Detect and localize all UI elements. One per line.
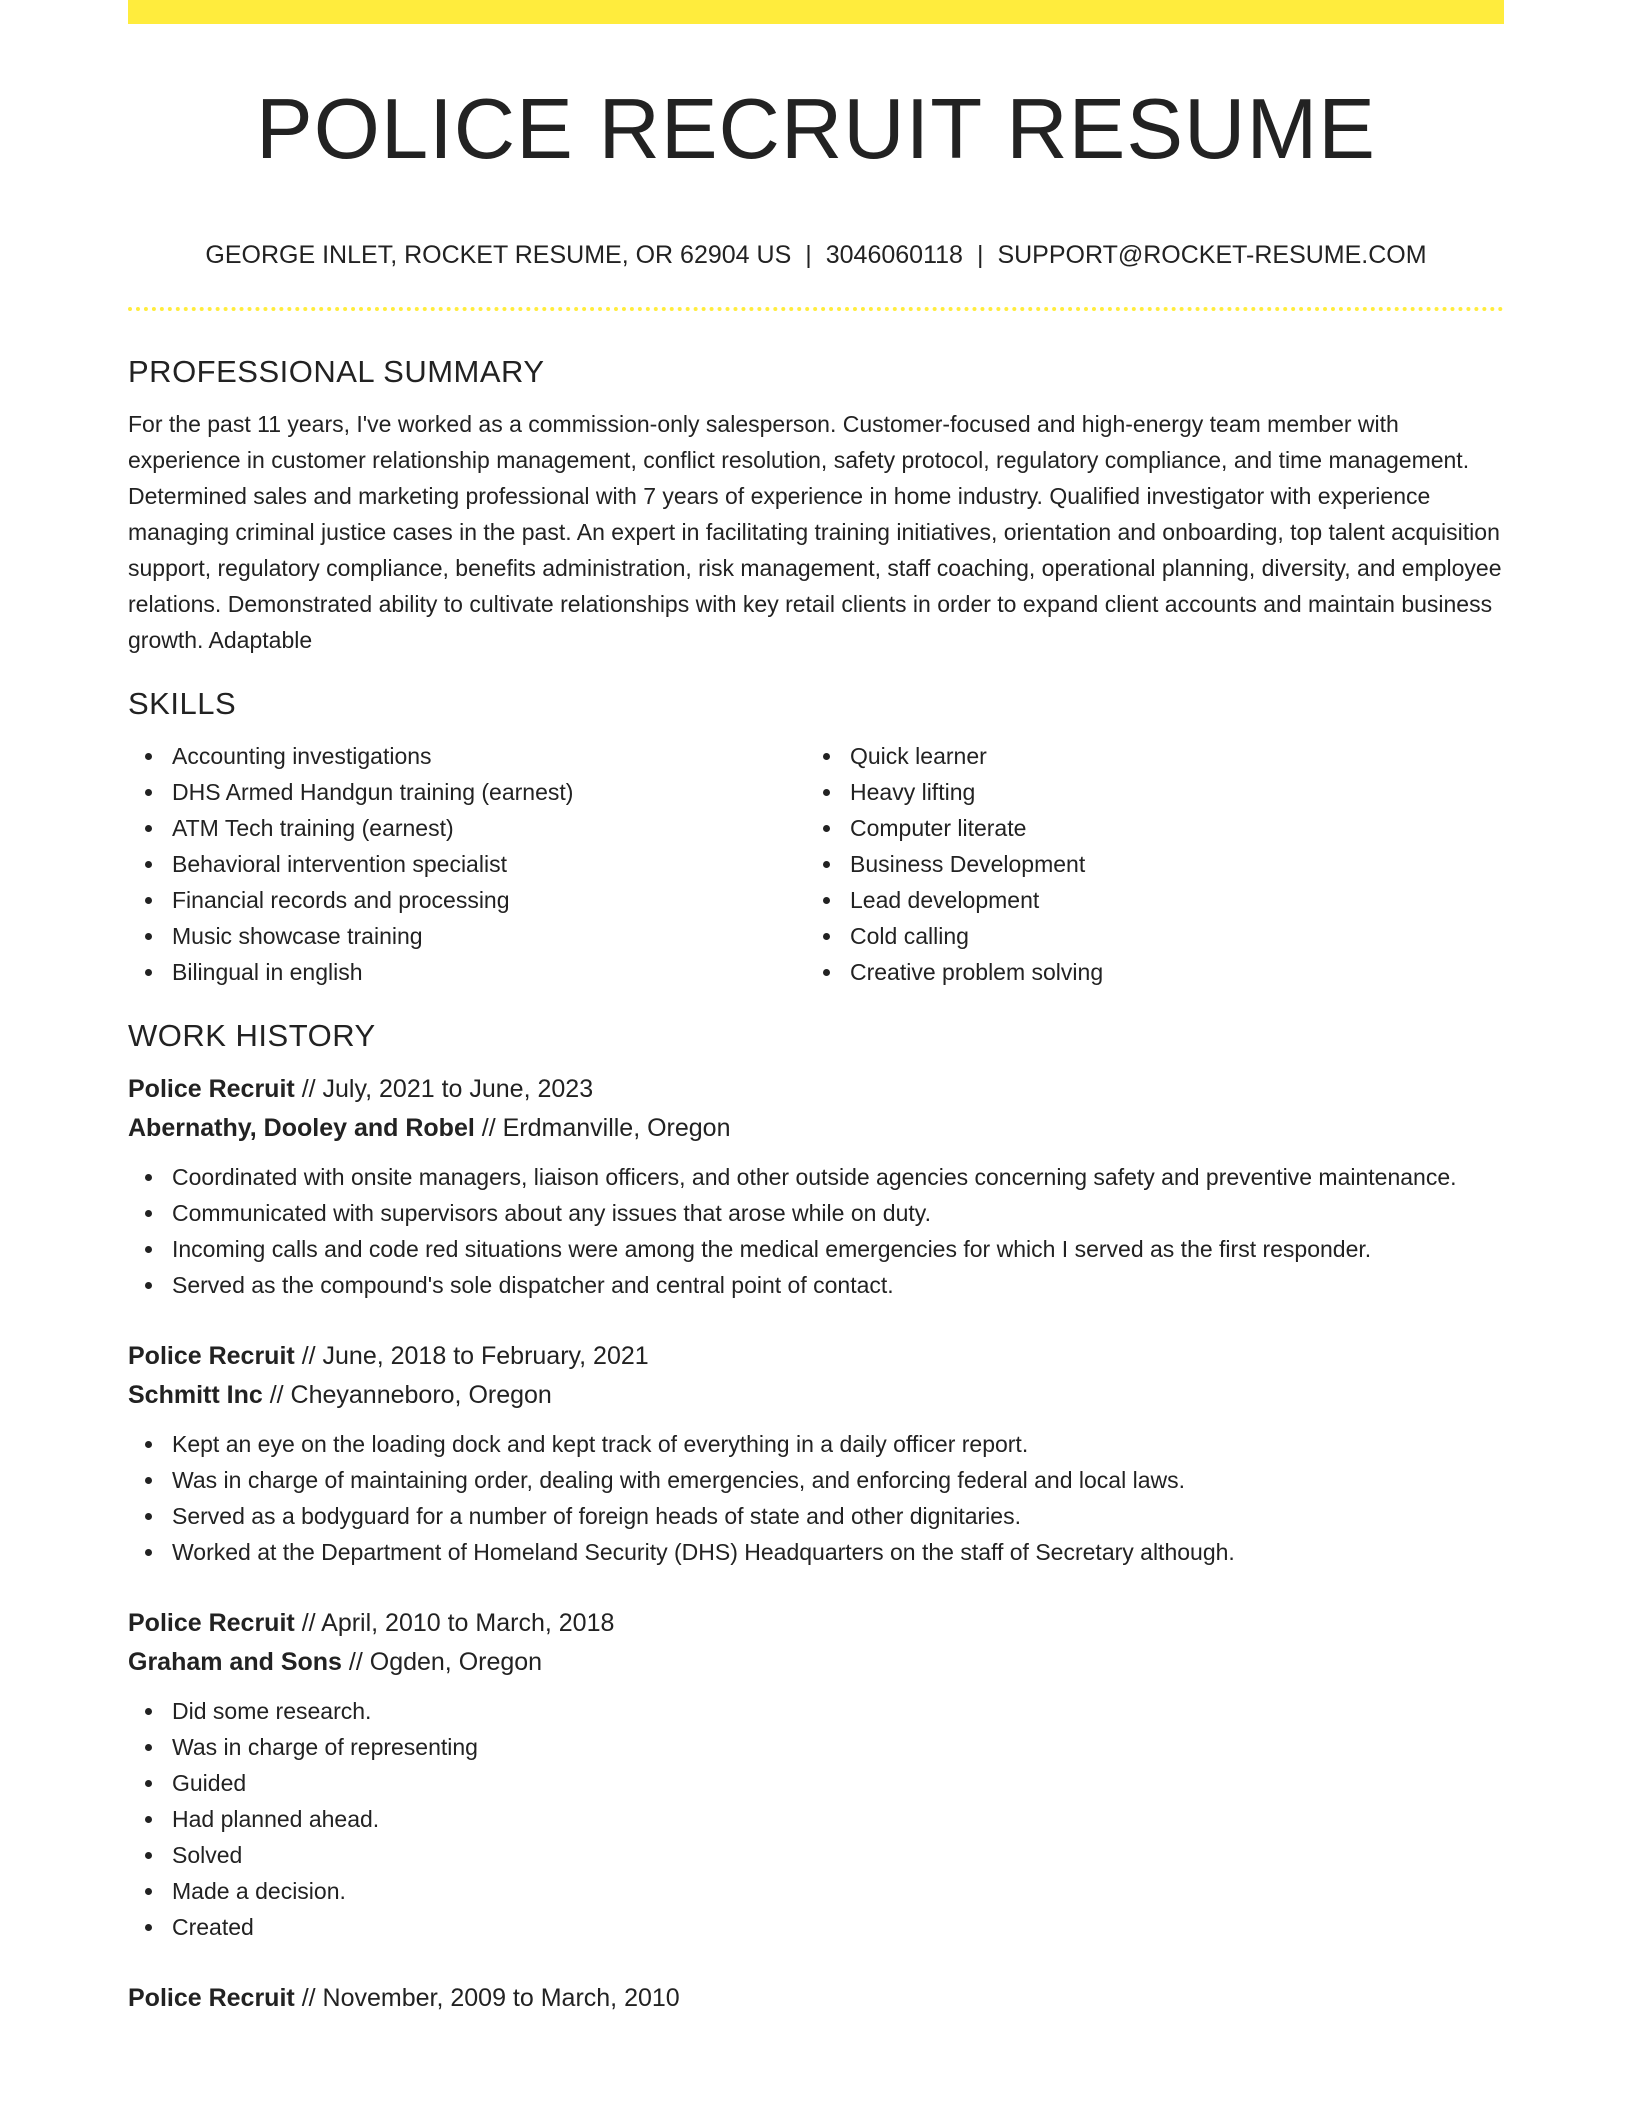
skills-left-list [128, 738, 806, 990]
job-bullets [128, 1159, 1504, 1303]
job-title: Police Recruit [128, 1342, 295, 1370]
skill-item: Computer literate [806, 810, 1103, 846]
skill-item: ATM Tech training (earnest) [128, 810, 806, 846]
job-bullet: Communicated with supervisors about any issues that arose while on duty. [128, 1195, 1504, 1231]
job-list [128, 1070, 1504, 2018]
job-title-line [128, 1337, 1504, 1376]
skills-heading: SKILLS [128, 686, 237, 721]
skills-section [128, 684, 1504, 990]
job-title-line [128, 1604, 1504, 1643]
contact-phone: 3046060118 [825, 241, 963, 269]
contact-line [128, 238, 1504, 272]
skill-item: Behavioral intervention specialist [128, 846, 806, 882]
job-entry [128, 1604, 1504, 1945]
skill-item: Cold calling [806, 918, 1103, 954]
summary-section [128, 352, 1504, 658]
job-title: Police Recruit [128, 1609, 295, 1637]
job-bullet: Served as the compound's sole dispatcher and central point of contact. [128, 1267, 1504, 1303]
job-bullets [128, 1693, 1504, 1945]
job-dates: // April, 2010 to March, 2018 [301, 1609, 615, 1637]
job-bullet: Worked at the Department of Homeland Security (DHS) Headquarters on the staff of Secretary although. [128, 1534, 1504, 1570]
job-dates: // June, 2018 to February, 2021 [301, 1342, 649, 1370]
dotted-divider [128, 307, 1504, 311]
job-bullet: Incoming calls and code red situations were among the medical emergencies for which I served as the first responder. [128, 1231, 1504, 1267]
job-bullet: Solved [128, 1837, 1504, 1873]
job-company: Abernathy, Dooley and Robel [128, 1114, 475, 1142]
work-section [128, 1016, 1504, 2018]
summary-heading: PROFESSIONAL SUMMARY [128, 354, 545, 389]
job-bullet: Created [128, 1909, 1504, 1945]
job-bullet: Was in charge of representing [128, 1729, 1504, 1765]
skill-item: Business Development [806, 846, 1103, 882]
job-company-line [128, 1376, 1504, 1415]
contact-separator: | [805, 241, 812, 269]
job-title: Police Recruit [128, 1984, 295, 2012]
job-bullet: Guided [128, 1765, 1504, 1801]
summary-text: For the past 11 years, I've worked as a commission-only salesperson. Customer-focused and high-energy team member with experience in customer relationship management, conflict resolution, safety protocol, regulatory compliance, and time management. Determined sales and marketing professional with 7 years of experience in home industry. Qualified investigator with experience managing criminal justice cases in the past. An expert in facilitating training initiatives, orientation and onboarding, top talent acquisition support, regulatory compliance, benefits administration, risk management, staff coaching, operational planning, diversity, and employee relations. Demonstrated ability to cultivate relationships with key retail clients in order to expand client accounts and maintain business growth. Adaptable [128, 411, 1502, 653]
skill-item: Lead development [806, 882, 1103, 918]
job-bullet: Made a decision. [128, 1873, 1504, 1909]
job-entry [128, 1070, 1504, 1303]
page-title: POLICE RECRUIT RESUME [256, 82, 1376, 177]
job-company: Graham and Sons [128, 1648, 342, 1676]
job-location: // Ogden, Oregon [348, 1648, 543, 1676]
skill-item: Heavy lifting [806, 774, 1103, 810]
skill-item: Bilingual in english [128, 954, 806, 990]
job-bullet: Served as a bodyguard for a number of foreign heads of state and other dignitaries. [128, 1498, 1504, 1534]
contact-email: SUPPORT@ROCKET-RESUME.COM [997, 241, 1427, 269]
contact-separator: | [976, 241, 984, 269]
job-bullet: Did some research. [128, 1693, 1504, 1729]
skill-item: Creative problem solving [806, 954, 1103, 990]
job-company-line [128, 1109, 1504, 1148]
job-bullet: Kept an eye on the loading dock and kept track of everything in a daily officer report. [128, 1426, 1504, 1462]
job-entry [128, 1979, 1504, 2018]
job-title-line [128, 1070, 1504, 1109]
skills-right-list [806, 738, 1103, 990]
job-location: // Cheyanneboro, Oregon [269, 1381, 552, 1409]
job-bullet: Had planned ahead. [128, 1801, 1504, 1837]
accent-bar [128, 0, 1504, 24]
job-company-line [128, 1643, 1504, 1682]
job-bullets [128, 1426, 1504, 1570]
resume-content [128, 352, 1504, 2052]
job-company: Schmitt Inc [128, 1381, 263, 1409]
skill-item: Quick learner [806, 738, 1103, 774]
skill-item: Music showcase training [128, 918, 806, 954]
work-heading: WORK HISTORY [128, 1018, 376, 1053]
skill-item: Financial records and processing [128, 882, 806, 918]
job-location: // Erdmanville, Oregon [481, 1114, 731, 1142]
job-dates: // November, 2009 to March, 2010 [301, 1984, 680, 2012]
job-entry [128, 1337, 1504, 1570]
job-bullet: Coordinated with onsite managers, liaison officers, and other outside agencies concerning safety and preventive maintenance. [128, 1159, 1504, 1195]
contact-address: GEORGE INLET, ROCKET RESUME, OR 62904 US [205, 241, 792, 269]
job-title: Police Recruit [128, 1075, 295, 1103]
job-title-line [128, 1979, 1504, 2018]
job-dates: // July, 2021 to June, 2023 [301, 1075, 594, 1103]
skill-item: DHS Armed Handgun training (earnest) [128, 774, 806, 810]
skills-columns [128, 738, 1504, 990]
skill-item: Accounting investigations [128, 738, 806, 774]
job-bullet: Was in charge of maintaining order, dealing with emergencies, and enforcing federal and local laws. [128, 1462, 1504, 1498]
